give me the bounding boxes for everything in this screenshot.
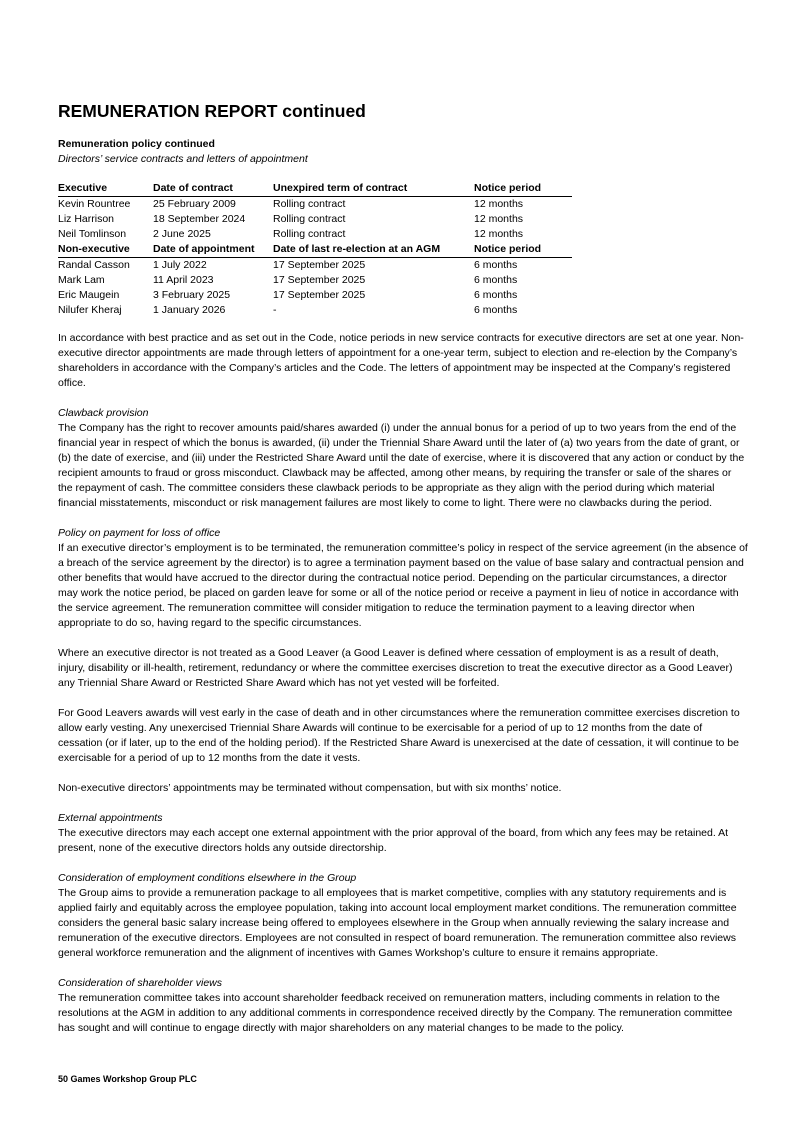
good-leavers-vesting-paragraph: For Good Leavers awards will vest early in the case of death and in other circumstances where the remuneration committee exercises discretion to allow early vesting. Any unexercised Triennial Share Awards will continue to be exercisable for a period of up to 12 months from the date of cessation (or if later, up to the end of the holding period). If the Restricted Share Award is unexercised at the date of cessation, it will continue to be exercisable for a period of up to 12 months from the date it vests. [58,707,740,764]
shareholder-views-block [58,976,748,1036]
table-row [58,197,572,213]
executive-header-row [58,181,572,197]
shareholder-views-heading: Consideration of shareholder views [58,977,223,989]
notice-periods-block [58,331,748,391]
page-title: REMUNERATION REPORT continued [58,101,366,121]
external-appointments-block [58,811,748,856]
table-cell: 17 September 2025 [273,259,366,271]
column-header: Date of contract [153,181,273,197]
shareholder-views-paragraph: The remuneration committee takes into account shareholder feedback received on remuneration matters, including comments in relation to the resolutions at the AGM in addition to any additional comments in correspondence received directly by the Company. The remuneration committee has sought and will continue to engage directly with major shareholders on any material changes to be made to the policy. [58,992,733,1034]
table-cell: 1 January 2026 [153,304,226,316]
table-row [58,258,572,274]
column-header: Non-executive [58,242,153,258]
table-cell: 2 June 2025 [153,228,211,240]
external-appointments-heading: External appointments [58,812,163,824]
table-cell: 12 months [474,228,524,240]
page-footer: 50 Games Workshop Group PLC [58,1074,197,1084]
table-cell: 11 April 2023 [153,274,214,286]
table-cell: - [273,304,277,316]
table-cell: 1 July 2022 [153,259,207,271]
table-cell: Randal Casson [58,259,130,271]
table-row [58,303,572,318]
table-cell: 17 September 2025 [273,274,366,286]
table-cell: Nilufer Kheraj [58,304,122,316]
column-header: Date of appointment [153,242,273,258]
section-title: Remuneration policy continued [58,138,215,150]
table-cell: 6 months [474,304,518,316]
table-cell: 17 September 2025 [273,289,366,301]
body-text [58,331,748,1051]
table-cell: 25 February 2009 [153,198,236,210]
table-cell: 12 months [474,213,524,225]
table-cell: 3 February 2025 [153,289,231,301]
good-leavers-vesting-block [58,706,748,766]
employment-conditions-block [58,871,748,961]
loss-of-office-block [58,526,748,631]
employment-conditions-paragraph: The Group aims to provide a remuneration package to all employees that is market competitive, complies with any statutory requirements and is applied fairly and equitably across the employee population, taking into account local employment market conditions. The remuneration committee considers the general basic salary increase being offered to employees elsewhere in the Group when annually reviewing the salary increase and remuneration of the executive directors. Employees are not consulted in respect of board remuneration. The remuneration committee also reviews general workforce remuneration and the alignment of incentives with Games Workshop’s culture to ensure it remains appropriate. [58,887,737,959]
non-executive-termination-paragraph: Non-executive directors’ appointments may be terminated without compensation, but with six months’ notice. [58,782,562,794]
employment-conditions-heading: Consideration of employment conditions elsewhere in the Group [58,872,357,884]
table-row [58,227,572,242]
table-cell: 6 months [474,274,518,286]
good-leaver-paragraph: Where an executive director is not treated as a Good Leaver (a Good Leaver is defined where cessation of employment is as a result of death, injury, disability or ill-health, retirement, redundancy or where the committee exercises discretion to treat the executive director as a Good Leaver) any Triennial Share Award or Restricted Share Award which has not yet vested will be forfeited. [58,647,733,689]
table-row [58,212,572,227]
column-header: Executive [58,181,153,197]
column-header: Unexpired term of contract [273,181,474,197]
table-cell: Rolling contract [273,228,346,240]
non-executive-header-row [58,242,572,258]
loss-of-office-paragraph: If an executive director’s employment is to be terminated, the remuneration committee’s policy in respect of the service agreement (in the absence of a breach of the service agreement by the director) is to agree a termination payment based on the value of base salary and contractual pension and other benefits that would have accrued to the director during the contractual notice period. Depending on the particular circumstances, a director may work the notice period, be placed on garden leave for some or all of the notice period or receive a payment in lieu of notice in accordance with the service agreement. The remuneration committee will consider mitigation to reduce the termination payment to a leaving director when appropriate to do so, having regard to the specific circumstances. [58,542,748,629]
table-row [58,288,572,303]
table-cell: Liz Harrison [58,213,115,225]
table-cell: Rolling contract [273,198,346,210]
table-cell: 12 months [474,198,524,210]
section-subtitle: Directors’ service contracts and letters of appointment [58,153,308,165]
clawback-paragraph: The Company has the right to recover amounts paid/shares awarded (i) under the annual bonus for a period of up to two years from the end of the financial year in respect of which the bonus is awarded, (ii) under the Triennial Share Award until the later of (a) two years from the date of grant, or (b) the date of exercise, and (iii) under the Restricted Share Award until the date of exercise, where it is discovered that any action or conduct by the recipient amounts to fraud or gross misconduct. Clawback may be affected, among other means, by requiring the transfer or sale of the shares or the repayment of cash. The committee considers these clawback periods to be appropriate as they align with the period during which material financial misstatements, misconduct or risk management failures are most likely to come to light. There were no clawbacks during the period. [58,422,745,509]
good-leaver-block [58,646,748,691]
notice-periods-paragraph: In accordance with best practice and as set out in the Code, notice periods in new service contracts for executive directors are set at one year. Non-executive director appointments are made through letters of appointment for a one-year term, subject to election and re-election by the Company’s shareholders in accordance with the Company’s articles and the Code. The letters of appointment may be inspected at the Company’s registered office. [58,332,744,389]
column-header: Notice period [474,181,572,197]
table-cell: Kevin Rountree [58,198,131,210]
table-cell: 6 months [474,259,518,271]
non-executive-termination-block [58,781,748,796]
table-row [58,273,572,288]
column-header: Notice period [474,242,572,258]
table-cell: 18 September 2024 [153,213,246,225]
table-cell: Mark Lam [58,274,105,286]
service-contracts-table [58,181,572,318]
loss-of-office-heading: Policy on payment for loss of office [58,527,221,539]
clawback-heading: Clawback provision [58,407,149,419]
table-cell: 6 months [474,289,518,301]
clawback-block [58,406,748,511]
table-cell: Neil Tomlinson [58,228,127,240]
external-appointments-paragraph: The executive directors may each accept one external appointment with the prior approval of the board, from which any fees may be retained. At present, none of the executive directors holds any outside directorship. [58,827,729,854]
column-header: Date of last re-election at an AGM [273,242,474,258]
table-cell: Rolling contract [273,213,346,225]
table-cell: Eric Maugein [58,289,120,301]
